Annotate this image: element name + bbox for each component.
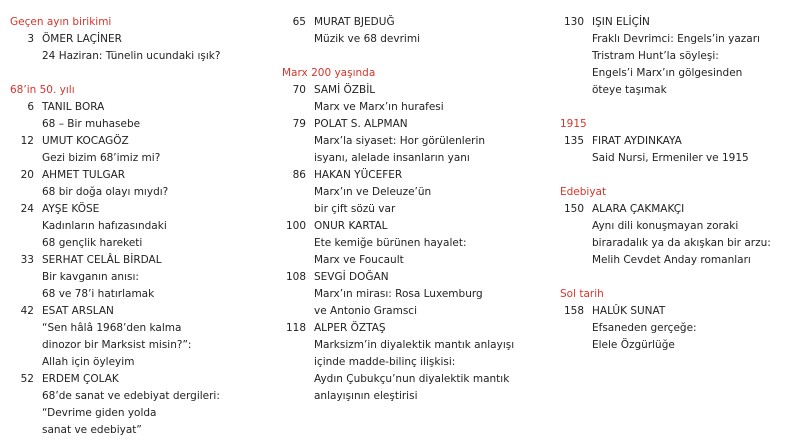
article-title-line: Ete kemiğe bürünen hayalet: (314, 237, 467, 249)
author-name: SEVGİ DOĞAN (314, 271, 389, 283)
toc-entry[interactable] (10, 371, 272, 439)
article-title-line: dinozor bir Marksist misin?”: (42, 339, 192, 351)
toc-column-1 (10, 14, 272, 439)
page-number: 108 (285, 271, 306, 283)
toc-entry-head (560, 133, 792, 150)
toc-entry[interactable] (10, 31, 272, 65)
toc-entry[interactable] (10, 167, 272, 201)
article-title-line: Müzik ve 68 devrimi (314, 33, 420, 45)
toc-entry-head (10, 99, 272, 116)
page-number: 150 (563, 203, 584, 215)
author-name: MURAT BJEDUĞ (314, 16, 395, 28)
page-number: 3 (27, 33, 34, 45)
section-gap (560, 167, 792, 184)
section-gap (282, 48, 547, 65)
toc-entry[interactable] (282, 116, 547, 167)
page-number: 158 (563, 305, 584, 317)
toc-entry-head (10, 371, 272, 388)
page-number: 24 (20, 203, 34, 215)
toc-entry[interactable] (10, 252, 272, 303)
article-title-line: 68 ve 78’i hatırlamak (42, 288, 155, 300)
toc-entry-head (282, 320, 547, 337)
author-name: ERDEM ÇOLAK (42, 373, 119, 385)
article-title-line: anlayışının eleştirisi (314, 390, 418, 402)
article-title-line: biraradalık ya da akışkan bir arzu: (592, 237, 771, 249)
toc-entry-head (10, 201, 272, 218)
section-title: Geçen ayın birikimi (10, 16, 112, 28)
article-title-line: 24 Haziran: Tünelin ucundaki ışık? (42, 50, 221, 62)
article-title-line: içinde madde-bilinç ilişkisi: (314, 356, 456, 368)
toc-entry[interactable] (282, 167, 547, 218)
toc-entry-head (282, 269, 547, 286)
article-title-line: “Sen hâlâ 1968’den kalma (42, 322, 182, 334)
page-number: 52 (20, 373, 34, 385)
author-name: FIRAT AYDINKAYA (592, 135, 682, 147)
author-name: SAMİ ÖZBİL (314, 84, 376, 96)
article-title-line: 68 – Bir muhasebe (42, 118, 141, 130)
toc-column-2 (282, 14, 547, 405)
author-name: ALARA ÇAKMAKÇI (592, 203, 685, 215)
toc-entry[interactable] (560, 303, 792, 354)
article-title-line: Aydın Çubukçu’nun diyalektik mantık (314, 373, 510, 385)
page-number: 79 (292, 118, 306, 130)
author-name: UMUT KOCAGÖZ (42, 135, 129, 147)
toc-entry-head (560, 14, 792, 31)
toc-entry-head (10, 31, 272, 48)
author-name: POLAT S. ALPMAN (314, 118, 408, 130)
section-title: Edebiyat (560, 186, 607, 198)
article-title-line: Marx ve Marx’ın hurafesi (314, 101, 444, 113)
author-name: ESAT ARSLAN (42, 305, 114, 317)
toc-entry[interactable] (282, 82, 547, 116)
section-title: 1915 (560, 118, 587, 130)
article-title-line: 68’de sanat ve edebiyat dergileri: (42, 390, 220, 402)
toc-entry[interactable] (10, 99, 272, 133)
page-number: 86 (292, 169, 306, 181)
article-title-line: Marx ve Foucault (314, 254, 404, 266)
article-title-line: Fraklı Devrimci: Engels’in yazarı (592, 33, 760, 45)
page-number: 6 (27, 101, 34, 113)
toc-entry[interactable] (10, 303, 272, 371)
author-name: ONUR KARTAL (314, 220, 388, 232)
section-gap (560, 269, 792, 286)
author-name: HAKAN YÜCEFER (314, 169, 403, 181)
toc-entry-head (560, 201, 792, 218)
article-title-line: Marx’la siyaset: Hor görülenlerin (314, 135, 486, 147)
article-title-line: Melih Cevdet Anday romanları (592, 254, 751, 266)
article-title-line: ve Antonio Gramsci (314, 305, 418, 317)
toc-column-3 (560, 14, 792, 354)
toc-entry-head (10, 167, 272, 184)
toc-entry-head (560, 303, 792, 320)
article-title-line: isyanı, alelade insanların yanı (314, 152, 470, 164)
page-number: 70 (292, 84, 306, 96)
page-number: 12 (20, 135, 34, 147)
toc-entry[interactable] (560, 201, 792, 269)
page-number: 130 (563, 16, 584, 28)
article-title-line: Allah için öyleyim (42, 356, 135, 368)
toc-entry[interactable] (282, 269, 547, 320)
section-title: Marx 200 yaşında (282, 67, 376, 79)
article-title-line: 68 gençlik hareketi (42, 237, 143, 249)
toc-entry[interactable] (560, 133, 792, 167)
page-number: 33 (20, 254, 34, 266)
toc-entry[interactable] (10, 201, 272, 252)
author-name: ÖMER LAÇİNER (42, 33, 122, 45)
page-number: 100 (285, 220, 306, 232)
toc-entry[interactable] (282, 218, 547, 269)
author-name: IŞIN ELİÇİN (592, 16, 650, 28)
article-title-line: Kadınların hafızasındaki (42, 220, 167, 232)
toc-entry[interactable] (10, 133, 272, 167)
toc-entry-head (10, 252, 272, 269)
article-title-line: öteye taşımak (592, 84, 667, 96)
section-gap (10, 65, 272, 82)
author-name: HALÛK SUNAT (592, 305, 666, 317)
page-number: 65 (292, 16, 306, 28)
article-title-line: Aynı dili konuşmayan zoraki (592, 220, 739, 232)
toc-entry-head (282, 218, 547, 235)
section-title: Sol tarih (560, 288, 604, 300)
article-title-line: sanat ve edebiyat” (42, 424, 142, 436)
author-name: TANIL BORA (42, 101, 105, 113)
page-number: 118 (285, 322, 306, 334)
toc-entry-head (282, 82, 547, 99)
article-title-line: bir çift sözü var (314, 203, 396, 215)
section-title: 68’in 50. yılı (10, 84, 75, 96)
author-name: AHMET TULGAR (42, 169, 126, 181)
author-name: AYŞE KÖSE (42, 203, 100, 215)
section-gap (560, 99, 792, 116)
article-title-line: Said Nursi, Ermeniler ve 1915 (592, 152, 749, 164)
toc-entry[interactable] (560, 14, 792, 99)
page-number: 20 (20, 169, 34, 181)
toc-entry-head (282, 167, 547, 184)
article-title-line: Gezi bizim 68’imiz mi? (42, 152, 161, 164)
article-title-line: Engels’i Marx’ın gölgesinden (592, 67, 743, 79)
toc-entry[interactable] (282, 320, 547, 405)
toc-entry[interactable] (282, 14, 547, 48)
toc-entry-head (10, 133, 272, 150)
toc-entry-head (282, 116, 547, 133)
article-title-line: Tristram Hunt’la söyleşi: (592, 50, 719, 62)
article-title-line: Bir kavganın anısı: (42, 271, 139, 283)
author-name: SERHAT CELÂL BİRDAL (42, 254, 162, 266)
article-title-line: Marx’ın mirası: Rosa Luxemburg (314, 288, 483, 300)
article-title-line: Marksizm’in diyalektik mantık anlayışı (314, 339, 515, 351)
page-number: 135 (563, 135, 584, 147)
article-title-line: “Devrime giden yolda (42, 407, 157, 419)
author-name: ALPER ÖZTAŞ (314, 322, 386, 334)
article-title-line: Efsaneden gerçeğe: (592, 322, 697, 334)
page-number: 42 (20, 305, 34, 317)
article-title-line: 68 bir doğa olayı mıydı? (42, 186, 169, 198)
article-title-line: Marx’ın ve Deleuze’ün (314, 186, 432, 198)
toc-entry-head (10, 303, 272, 320)
article-title-line: Elele Özgürlüğe (592, 339, 675, 351)
toc-entry-head (282, 14, 547, 31)
